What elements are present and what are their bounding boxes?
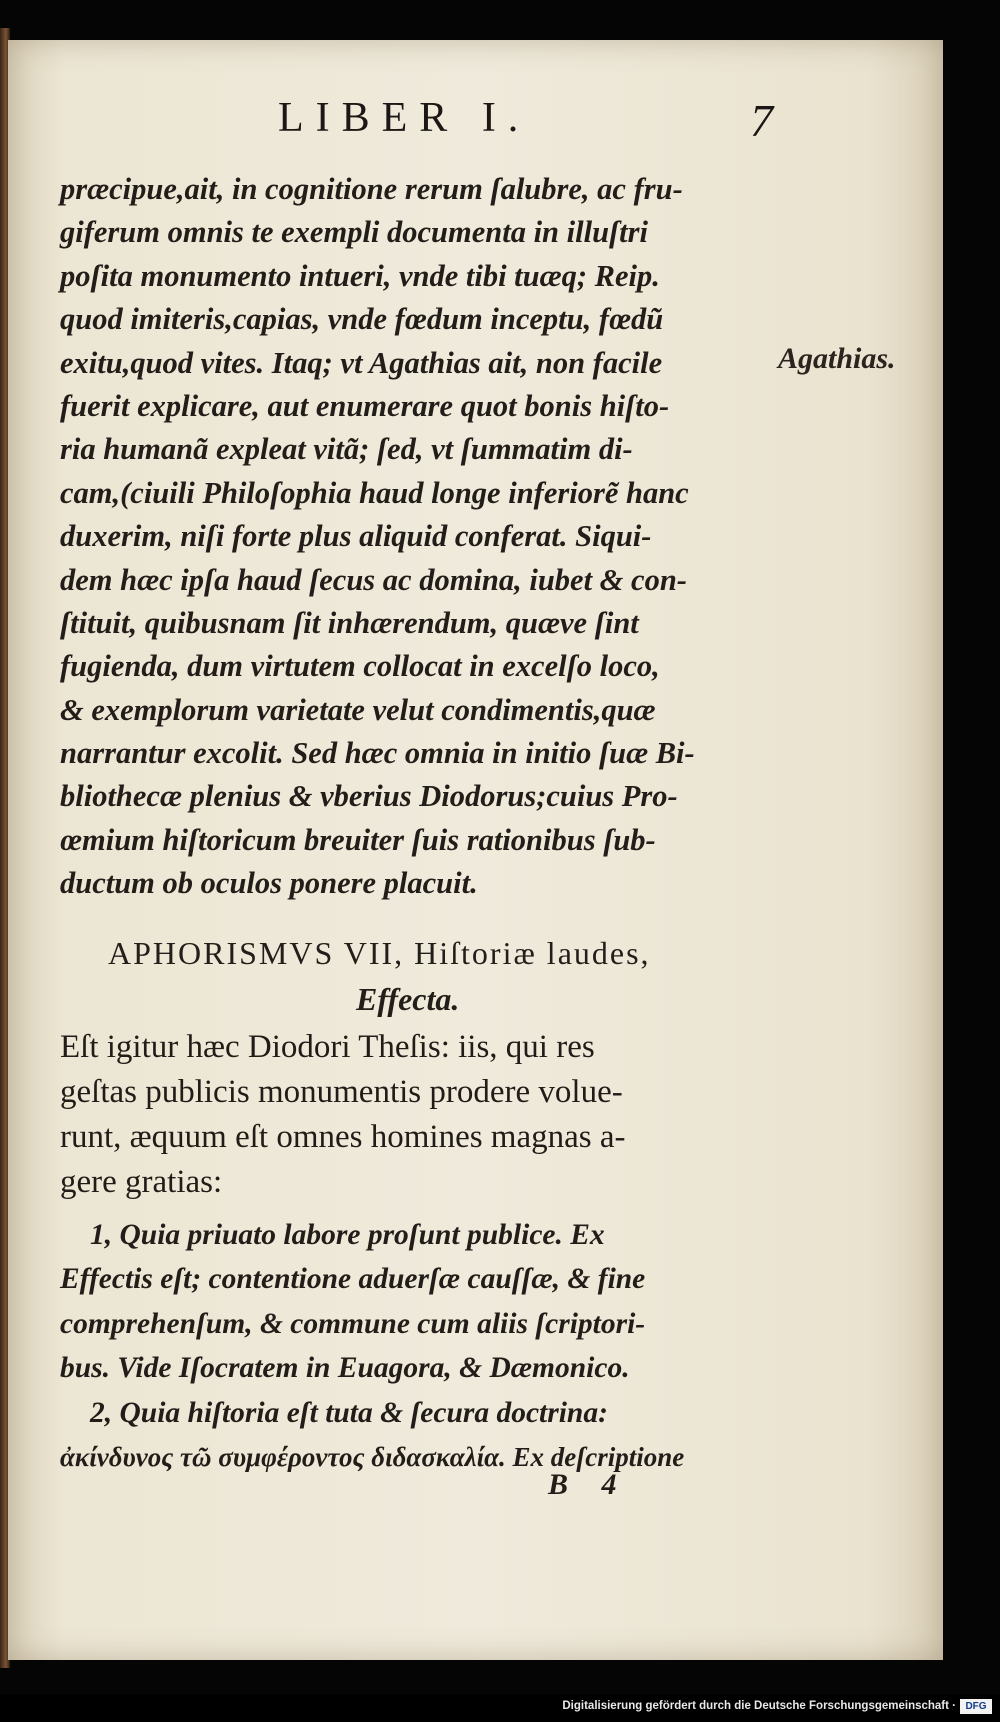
text-line: 1, Quia priuato labore proſunt publice. Ex	[90, 1219, 605, 1251]
funding-note: Digitalisierung gefördert durch die Deutsche Forschungsgemeinschaft ·	[562, 1700, 956, 1712]
text-line: præcipue,ait, in cognitione rerum ſalubre, ac fru-	[60, 172, 683, 206]
dfg-logo: DFG	[960, 1699, 992, 1714]
text-line: ἀκίνδυνος τῶ συμφέροντος διδασκαλία. Ex deſcriptione	[60, 1441, 685, 1472]
text-line: comprehenſum, & commune cum aliis ſcriptori-	[60, 1307, 646, 1340]
text-line: Effectis eſt; contentione aduerſæ cauſſæ, & fine	[60, 1263, 646, 1296]
text-line: narrantur excolit. Sed hæc omnia in initio ſuæ Bi-	[60, 736, 695, 771]
paragraph-1	[60, 168, 772, 906]
text-line: dem hæc ipſa haud ſecus ac domina, iubet & con-	[60, 562, 687, 597]
thesis-paragraph	[60, 1025, 772, 1205]
text-line: duxerim, niſi forte plus aliquid conferat. Siqui-	[60, 519, 652, 554]
page-header	[48, 80, 773, 150]
running-title: LIBER I.	[278, 95, 531, 141]
footer-bar	[0, 1694, 1000, 1722]
text-line: bliothecæ plenius & vberius Diodorus;cuius Pro-	[60, 779, 678, 814]
text-line: bus. Vide Iſocratem in Euagora, & Dæmonico.	[60, 1352, 630, 1385]
aphorism-heading-line: Effecta.	[356, 981, 460, 1017]
marginal-note: Agathias.	[778, 342, 896, 375]
text-line: fuerit explicare, aut enumerare quot bonis hiſto-	[60, 388, 670, 423]
text-line: œmium hiſtoricum breuiter ſuis rationibus ſub-	[60, 822, 656, 857]
text-line: poſita monumento intueri, vnde tibi tuæq; Reip.	[60, 258, 660, 293]
text-line: exitu,quod vites. Itaq; vt Agathias ait, non facile	[60, 345, 663, 380]
numbered-points	[60, 1213, 772, 1479]
page-number: 7	[750, 95, 773, 146]
text-line: fugienda, dum virtutem collocat in excelſo loco,	[60, 649, 660, 684]
aphorism-heading	[108, 930, 768, 1022]
text-line: gere gratias:	[60, 1164, 223, 1200]
text-line: runt, æquum eſt omnes homines magnas a-	[60, 1119, 626, 1155]
text-line: 2, Quia hiſtoria eſt tuta & ſecura doctrina:	[90, 1396, 608, 1429]
text-line: ſtituit, quibusnam ſit inhærendum, quæve ſint	[60, 605, 639, 640]
book-page	[8, 40, 943, 1660]
text-line: giferum omnis te exempli documenta in illuſtri	[60, 215, 649, 250]
aphorism-heading-line: APHORISMVS VII, Hiſtoriæ laudes,	[108, 935, 651, 971]
text-line: Eſt igitur hæc Diodori Theſis: iis, qui res	[60, 1029, 595, 1065]
text-line: ria humanã expleat vitã; ſed, vt ſummatim di-	[60, 432, 633, 467]
text-line: quod imiteris,capias, vnde fœdum inceptu, fœdũ	[60, 302, 664, 337]
text-line: & exemplorum varietate velut condimentis,quæ	[60, 692, 656, 727]
text-line: cam,(ciuili Philoſophia haud longe inferiorẽ hanc	[60, 475, 689, 510]
signature-mark: B 4	[548, 1468, 617, 1501]
text-line: geſtas publicis monumentis prodere volue-	[60, 1074, 623, 1110]
text-line: ductum ob oculos ponere placuit.	[60, 866, 478, 901]
